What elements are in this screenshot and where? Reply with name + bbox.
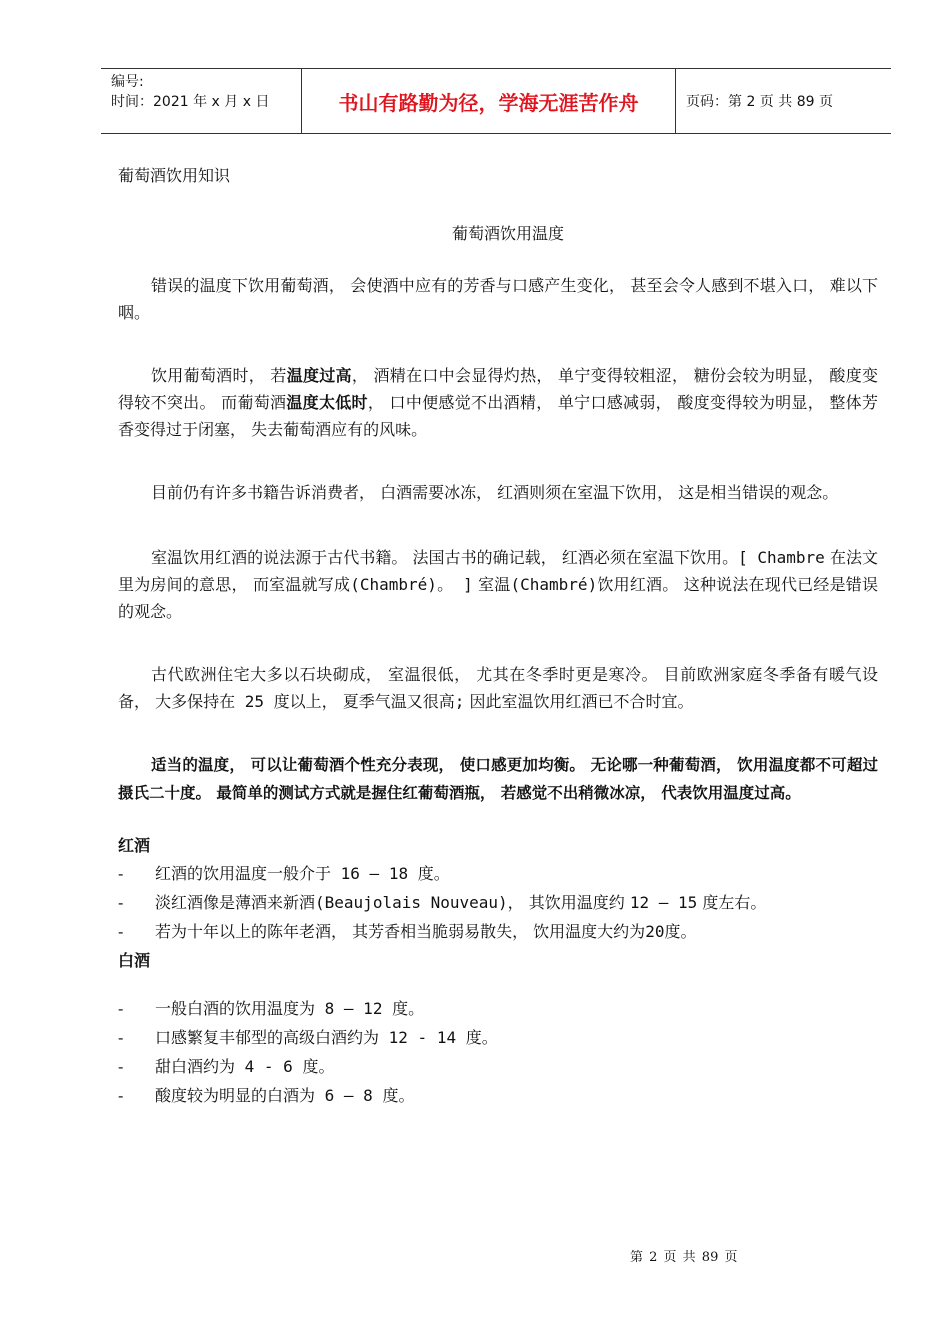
bold-term-low-temp: 温度太低时 (286, 393, 368, 412)
red-wine-list (118, 859, 878, 946)
list-item (118, 994, 878, 1023)
text-run: 一般白酒的饮用温度为 (155, 999, 316, 1018)
page-footer: 第 2 页 共 89 页 (630, 1250, 738, 1265)
section-title: 葡萄酒饮用温度 (451, 224, 564, 243)
paragraph-2 (118, 362, 878, 443)
header-page-code: 页码：第 2 页 共 89 页 (686, 94, 833, 110)
text-run: 度。 (392, 999, 425, 1018)
text-run: ， 口中便感觉不出酒精， 单宁口感减弱， 酸度变得较为明显， 整体芳香变得过于闭塞， 失去葡萄酒应有的风味。 (118, 393, 878, 439)
text-run: 16 – 18 (331, 864, 418, 883)
header-info-cell (101, 69, 302, 133)
white-wine-list (118, 994, 878, 1110)
list-item (118, 859, 878, 888)
paragraph-6-bold: 适当的温度， 可以让葡萄酒个性充分表现， 使口感更加均衡。 无论哪一种葡萄酒， 饮用温度都不可超过摄氏二十度。 最简单的测试方式就是握住红葡萄酒瓶， 若感觉不出稍微冰凉， 代表饮用温度过高。 (118, 756, 878, 802)
list-item (118, 1023, 878, 1052)
text-run: 4 - 6 (235, 1057, 303, 1076)
paragraph-4 (118, 544, 878, 625)
header-motto: 书山有路勤为径，学海无涯苦作舟 (302, 69, 676, 133)
text-run: [ Chambre (738, 548, 825, 567)
text-run: 度。 (302, 1057, 335, 1076)
paragraph-5 (118, 661, 878, 715)
text-run: 6 – 8 (315, 1086, 383, 1105)
text-run: 25 (235, 692, 274, 711)
text-run: 度。 (382, 1086, 415, 1105)
text-run: 20 (645, 922, 665, 941)
text-run: 淡红酒像是薄酒来新酒 (155, 893, 316, 912)
red-wine-heading: 红酒 (118, 836, 151, 855)
text-run: 其饮用温度约 (523, 893, 630, 912)
text-run: 饮用葡萄酒时， 若 (151, 366, 287, 385)
number-label: 编号: (111, 74, 144, 90)
dash-marker: - (118, 1028, 124, 1047)
list-item (118, 1052, 878, 1081)
text-run: 度。 (465, 1028, 498, 1047)
text-run: ; (454, 692, 465, 711)
dash-marker: - (118, 893, 124, 912)
text-run: 度。 (664, 922, 697, 941)
list-item (118, 917, 878, 946)
text-run: (Beaujolais Nouveau)， (315, 893, 524, 912)
text-run: 8 – 12 (315, 999, 393, 1018)
text-run: 度以上， 夏季气温又很高 (273, 692, 455, 711)
bold-term-high-temp: 温度过高 (286, 366, 352, 385)
text-run: 在法文里为房间的意思， 而室温就写成 (118, 548, 878, 594)
list-item (118, 888, 878, 917)
white-wine-heading: 白酒 (118, 951, 151, 970)
text-run: 室温饮用红酒的说法源于古代书籍。 法国古书的确记载， 红酒必须在室温下饮用。 (151, 548, 739, 567)
text-run: 度。 (417, 864, 450, 883)
paragraph-3: 目前仍有许多书籍告诉消费者， 白酒需要冰冻， 红酒则须在室温下饮用， 这是相当错误的观念。 (151, 483, 839, 502)
text-run: 饮用红酒。 这种说法在现代已经是错误的观念。 (118, 575, 879, 621)
text-run: 因此室温饮用红酒已不合时宜。 (464, 692, 694, 711)
text-run: 室温 (472, 575, 511, 594)
text-run: ， 酒精在口中会显得灼热， 单宁变得较粗涩， 糖份会较为明显， 酸度变得较不突出。 而葡萄酒 (118, 366, 878, 412)
document-body (118, 162, 878, 1110)
document-title: 葡萄酒饮用知识 (118, 166, 231, 185)
text-run: (Chambré)。 ] (350, 575, 473, 594)
text-run: 12 - 14 (379, 1028, 466, 1047)
text-run: (Chambré) (510, 575, 598, 594)
dash-marker: - (118, 1086, 124, 1105)
text-run: 酸度较为明显的白酒为 (155, 1086, 316, 1105)
text-run: 古代欧洲住宅大多以石块砌成， 室温很低， 尤其在冬季时更是寒冷。 目前欧洲家庭冬季备有暖气设备， 大多保持在 (118, 665, 878, 711)
text-run: 若为十年以上的陈年老酒， 其芳香相当脆弱易散失， 饮用温度大约为 (155, 922, 646, 941)
text-run: 度左右。 (697, 893, 767, 912)
paragraph-1: 错误的温度下饮用葡萄酒， 会使酒中应有的芳香与口感产生变化， 甚至会令人感到不堪入口， 难以下咽。 (118, 276, 878, 322)
dash-marker: - (118, 1057, 124, 1076)
text-run: 甜白酒约为 (155, 1057, 236, 1076)
dash-marker: - (118, 999, 124, 1018)
text-run: 口感繁复丰郁型的高级白酒约为 (155, 1028, 380, 1047)
list-item (118, 1081, 878, 1110)
time-label: 时间：2021 年 x 月 x 日 (111, 94, 270, 110)
text-run: 红酒的饮用温度一般介于 (155, 864, 332, 883)
dash-marker: - (118, 922, 124, 941)
page-header (101, 68, 891, 134)
text-run: 12 – 15 (629, 893, 698, 912)
dash-marker: - (118, 864, 124, 883)
